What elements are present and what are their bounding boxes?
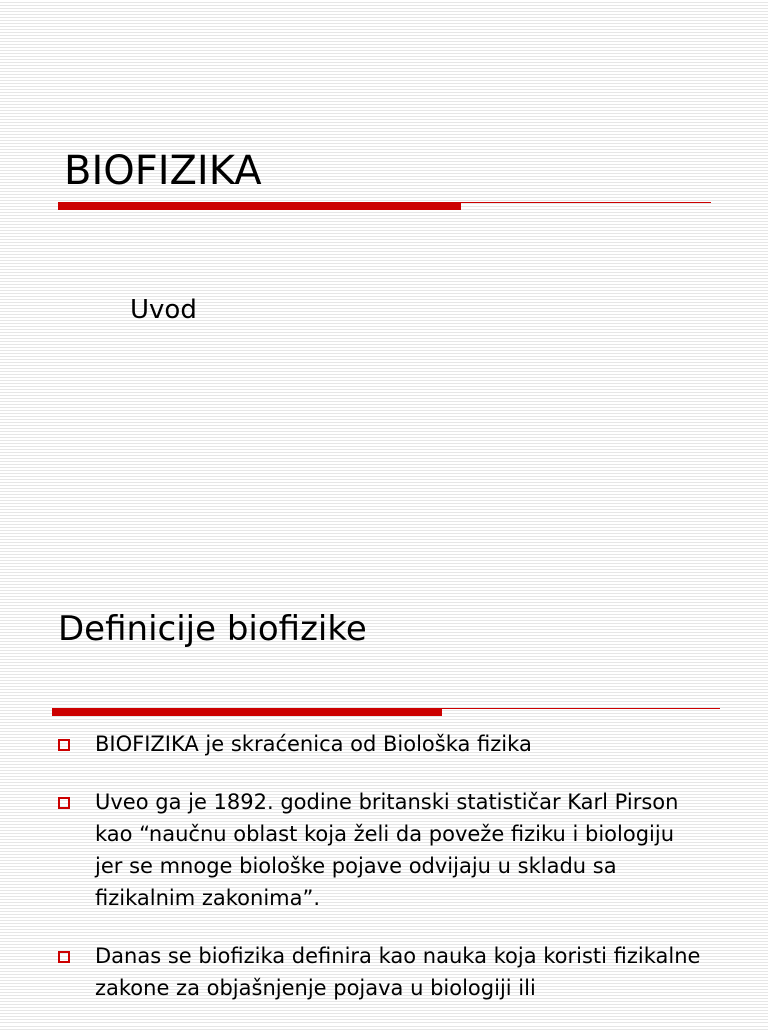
bullet-text: Uveo ga je 1892. godine britanski statističar Karl Pirson kao “naučnu oblast koja želi da poveže fiziku i biologiju jer se mnoge biološke pojave odvijaju u skladu sa fizikalnim zakonima”. [95,790,679,910]
hollow-square-icon [58,739,70,751]
title-underline-thin [461,202,711,203]
slide-title: Definicije biofizike [58,609,367,649]
slide-2 [0,512,768,1024]
slide-title: BIOFIZIKA [64,148,262,194]
title-underline-thick [52,708,442,716]
bullet-list [58,728,708,1030]
list-item [58,940,708,1004]
bullet-text: BIOFIZIKA je skraćenica od Biološka fizika [95,732,532,756]
slide-1 [0,0,768,512]
slide-subtitle: Uvod [130,295,197,325]
list-item [58,728,708,760]
hollow-square-icon [58,951,70,963]
title-underline-thick [58,202,461,210]
list-item [58,786,708,914]
title-underline-thin [442,708,720,709]
bullet-text: Danas se biofizika definira kao nauka koja koristi fizikalne zakone za objašnjenje pojava u biologiji ili [95,944,701,1000]
hollow-square-icon [58,797,70,809]
